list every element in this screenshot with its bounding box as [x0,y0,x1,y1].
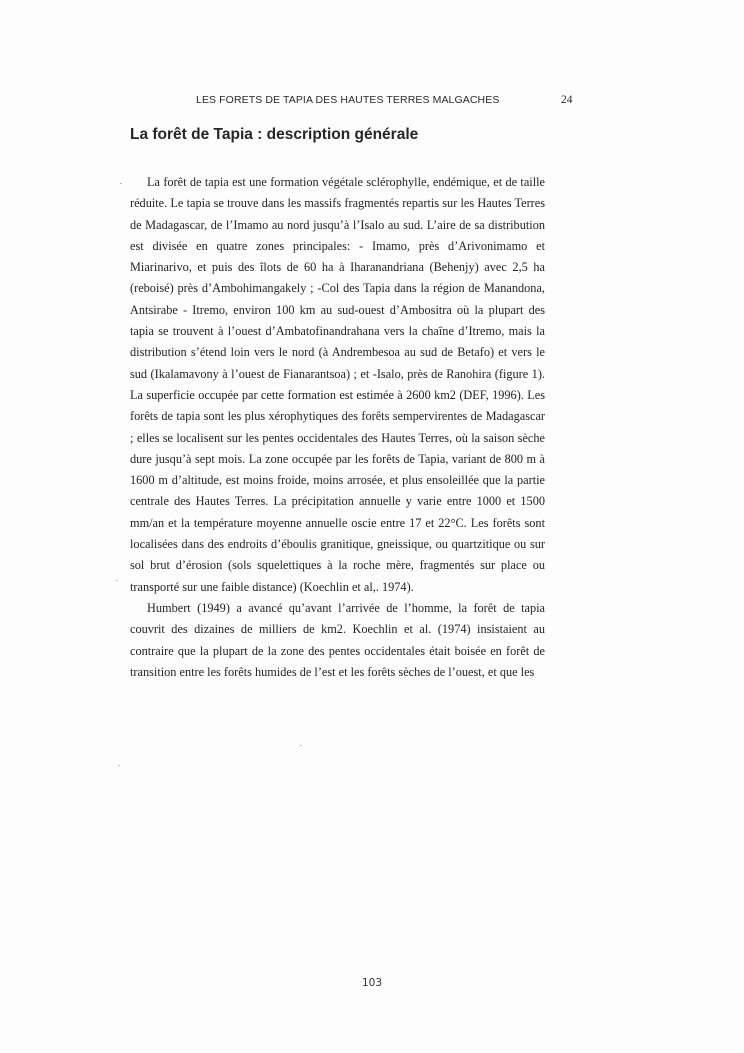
running-header-title: LES FORETS DE TAPIA DES HAUTES TERRES MALGACHES [196,94,500,106]
scan-speck [116,580,118,581]
header-page-number: 24 [561,94,573,106]
body-text [130,172,545,683]
paragraph: La forêt de tapia est une formation végétale sclérophylle, endémique, et de taille réduite. Le tapia se trouve dans les massifs fragmentés repartis sur les Hautes Terres de Madagascar, de l’Imamo au nord jusqu’à l’Isalo au sud. L’aire de sa distribution est divisée en quatre zones principales: - Imamo, près d’Arivonimamo et Miarinarivo, et puis des îlots de 60 ha à Iharanandriana (Behenjy) avec 2,5 ha (reboisé) près d’Ambohimangakely ; -Col des Tapia dans la région de Manandona, Antsirabe - Itremo, environ 100 km au sud-ouest d’Ambositra où la plupart des tapia se trouvent à l’ouest d’Ambatofinandrahana vers la chaîne d’Itremo, mais la distribution s’étend loin vers le nord (à Andrembesoa au sud de Betafo) et vers le sud (Ikalamavony à l’ouest de Fianarantsoa) ; et -Isalo, près de Ranohira (figure 1). La superficie occupée par cette formation est estimée à 2600 km2 (DEF, 1996). Les forêts de tapia sont les plus xérophytiques des forêts sempervirentes de Madagascar ; elles se localisent sur les pentes occidentales des Hautes Terres, où la saison sèche dure jusqu’à sept mois. La zone occupée par les forêts de Tapia, variant de 800 m à 1600 m d’altitude, est moins froide, moins arrosée, et plus ensoleillée que la partie centrale des Hautes Terres. La précipitation annuelle y varie entre 1000 et 1500 mm/an et la température moyenne annuelle oscie entre 17 et 22°C. Les forêts sont localisées dans des endroits d’éboulis granitique, gneissique, ou quartzitique ou sur sol brut d’érosion (sols squelettiques à la roche mère, fragmentés sur place ou transporté sur une faible distance) (Koechlin et al,. 1974). [130,175,545,594]
footer-page-number: 103 [361,977,383,989]
scan-speck [118,765,120,766]
section-title: La forêt de Tapia : description générale [130,126,419,143]
scan-speck [120,183,122,184]
paragraph: Humbert (1949) a avancé qu’avant l’arrivée de l’homme, la forêt de tapia couvrit des dizaines de milliers de km2. Koechlin et al. (1974) insistaient au contraire que la plupart de la zone des pentes occidentales était boisée en forêt de transition entre les forêts humides de l’est et les forêts sèches de l’ouest, et que les [130,600,545,679]
scan-speck [300,745,302,746]
